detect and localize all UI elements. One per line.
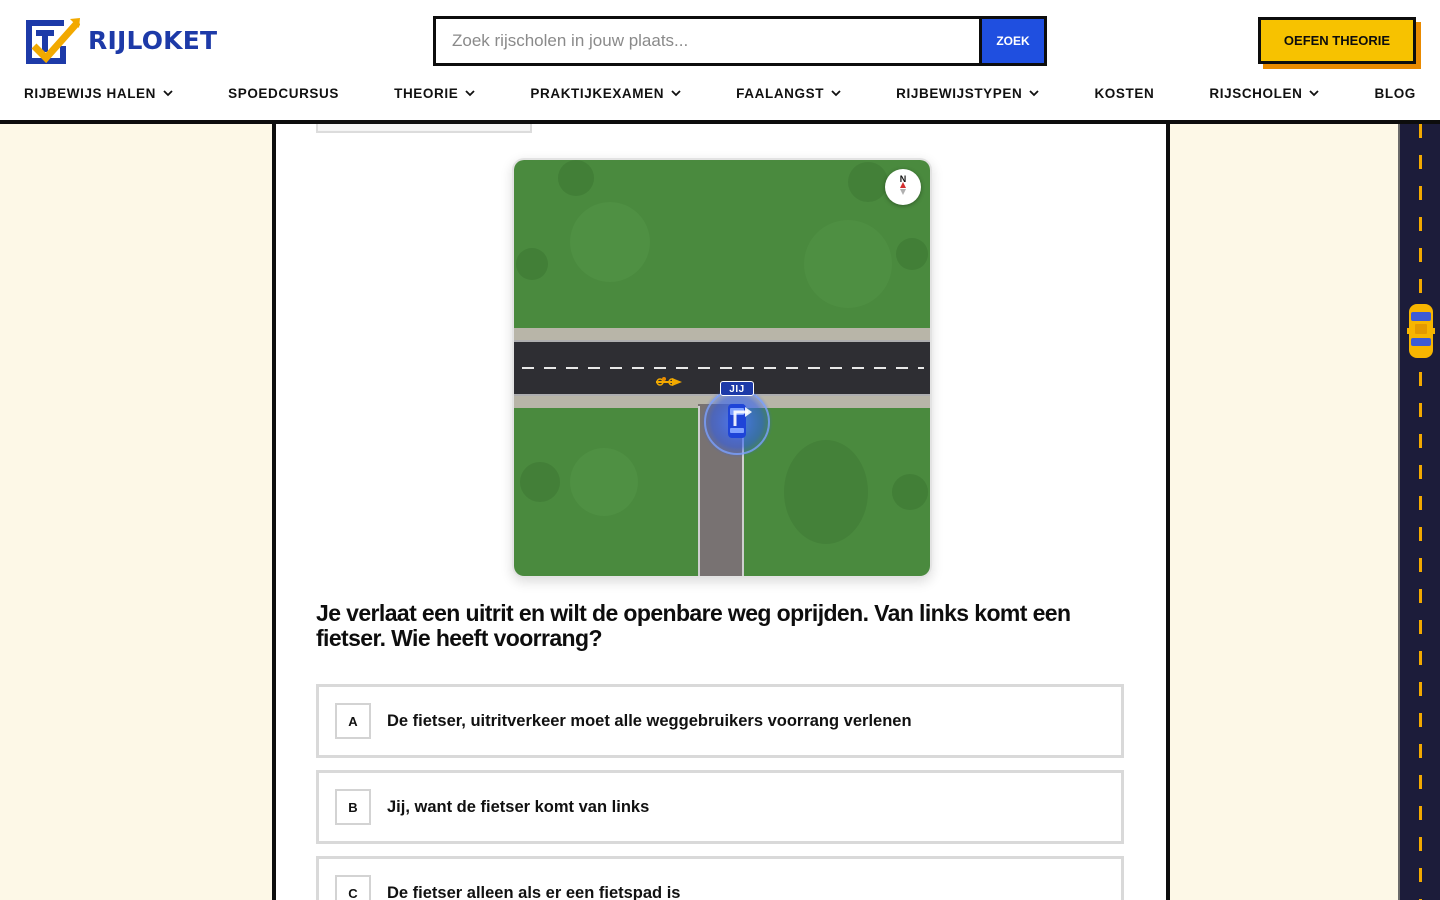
tree-shadow [520,462,560,502]
answer-option-b[interactable] [316,770,1124,844]
chevron-down-icon [465,90,475,97]
quiz-content [272,124,1170,900]
search-input[interactable] [436,19,979,63]
answer-text: De fietser alleen als er een fietspad is [387,883,681,900]
compass-icon[interactable] [885,169,921,205]
answer-text: Jij, want de fietser komt van links [387,797,650,816]
chevron-down-icon [1029,90,1039,97]
tree-shadow [804,220,892,308]
nav-item-label: KOSTEN [1094,85,1155,101]
nav-item-theorie[interactable] [394,86,475,101]
tree-shadow [848,162,888,202]
nav-item-blog[interactable] [1375,86,1416,101]
main-nav [24,82,1416,104]
chevron-down-icon [1309,90,1319,97]
nav-item-label: THEORIE [394,85,459,101]
road-lane-markings [1419,124,1422,900]
chevron-down-icon [671,90,681,97]
nav-item-label: RIJBEWIJSTYPEN [896,85,1023,101]
nav-item-label: RIJSCHOLEN [1209,85,1303,101]
tree-shadow [570,448,638,516]
nav-item-label: PRAKTIJKEXAMEN [530,85,665,101]
answer-letter: B [335,789,371,825]
compass-label: N [899,174,907,184]
road-progress-sidebar [1398,124,1440,900]
answer-text: De fietser, uitritverkeer moet alle weggebruikers voorrang verlenen [387,711,912,730]
tree-shadow [784,440,868,544]
nav-item-label: RIJBEWIJS HALEN [24,85,157,101]
site-logo[interactable] [24,16,217,64]
search-bar [433,16,1047,66]
scene-illustration [514,160,930,576]
chevron-down-icon [163,90,173,97]
answer-letter: A [335,703,371,739]
answer-option-c[interactable] [316,856,1124,900]
checkmark-logo-icon [24,16,80,64]
tree-shadow [892,474,928,510]
tree-shadow [896,238,928,270]
tree-shadow [516,248,548,280]
question-text: Je verlaat een uitrit en wilt de openbare weg oprijden. Van links komt een fietser. Wie heeft voorrang? [316,600,1071,651]
practice-theory-button[interactable]: OEFEN THEORIE [1258,17,1416,64]
nav-item-label: BLOG [1374,85,1416,101]
answer-option-a[interactable] [316,684,1124,758]
tree-shadow [570,202,650,282]
taxi-icon [1407,304,1435,363]
player-label: JIJ [720,381,754,396]
tree-shadow [558,160,594,196]
traffic-scene [512,158,932,578]
nav-item-rijbewijstypen[interactable] [896,86,1039,101]
nav-item-praktijkexamen[interactable] [530,86,681,101]
nav-item-rijscholen[interactable] [1209,86,1319,101]
nav-item-spoedcursus[interactable] [228,86,339,101]
nav-item-label: FAALANGST [736,85,825,101]
brand-name: RIJLOKET [88,25,218,55]
previous-element [316,124,532,133]
nav-item-label: SPOEDCURSUS [228,85,339,101]
chevron-down-icon [831,90,841,97]
answer-letter: C [335,875,371,900]
nav-item-kosten[interactable] [1094,86,1154,101]
site-header [0,0,1440,124]
car-icon [728,404,746,438]
search-button[interactable]: ZOEK [979,19,1044,63]
nav-item-faalangst[interactable] [736,86,841,101]
nav-item-rijbewijs-halen[interactable] [24,86,173,101]
